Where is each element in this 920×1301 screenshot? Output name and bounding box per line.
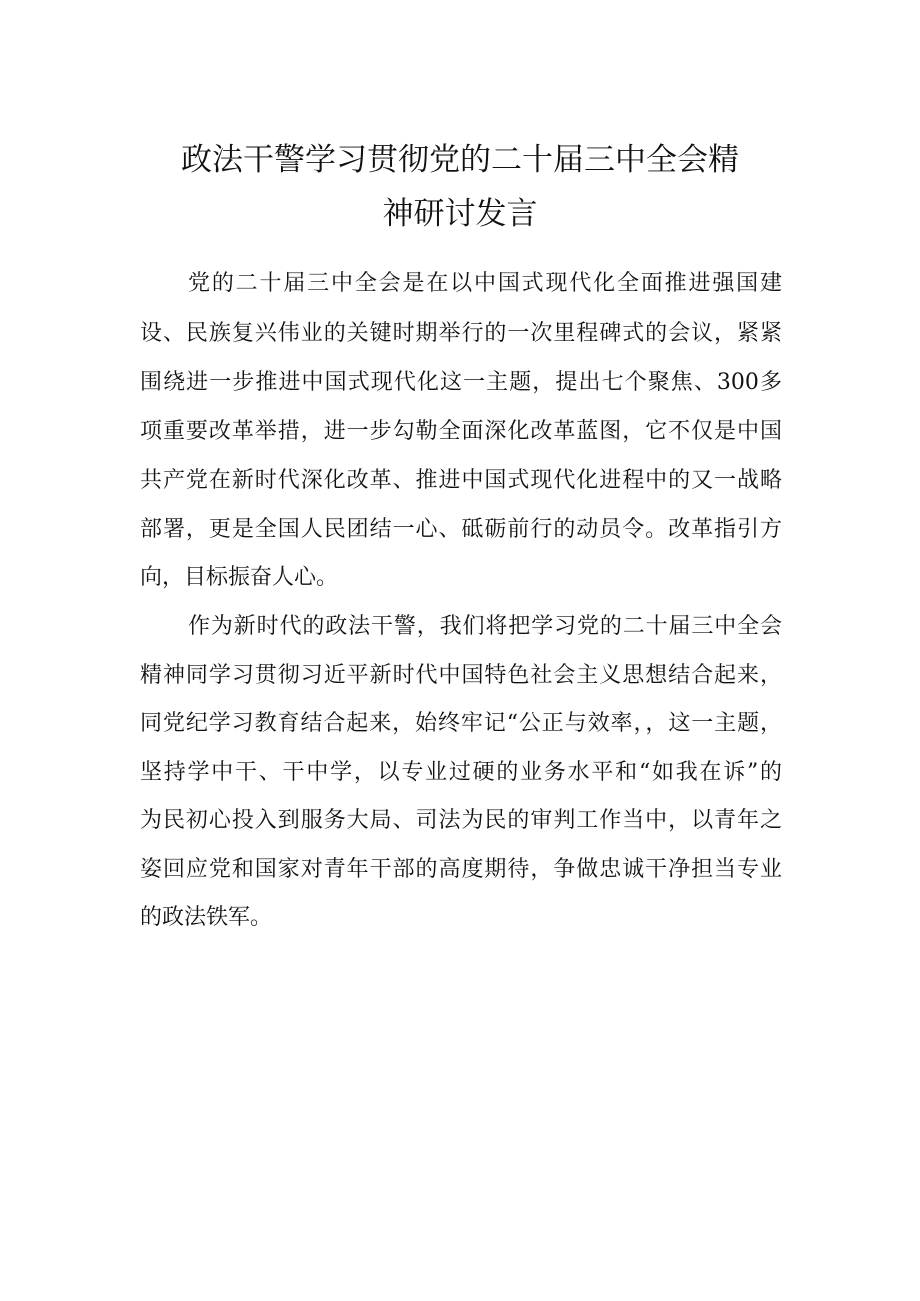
document-title-line-2: 神研讨发言: [382, 196, 538, 232]
paragraph-1-line-2: 设、民族复兴伟业的关键时期举行的一次里程碑式的会议，紧紧: [140, 321, 782, 346]
paragraph-2-line-6: 姿回应党和国家对青年干部的高度期待，争做忠诚干净担当专业: [140, 857, 782, 882]
paragraph-2-line-4: 坚持学中干、干中学，以专业过硬的业务水平和“如我在诉”的: [140, 760, 782, 785]
paragraph-2-line-3: 同党纪学习教育结合起来，始终牢记“公正与效率，，这一主题，: [140, 711, 782, 736]
paragraph-1-line-5: 共产党在新时代深化改革、推进中国式现代化进程中的又一战略: [140, 468, 782, 493]
paragraph-1-line-6: 部署，更是全国人民团结一心、砥砺前行的动员令。改革指引方: [140, 517, 782, 542]
paragraph-2-line-2: 精神同学习贯彻习近平新时代中国特色社会主义思想结合起来，: [140, 663, 782, 688]
paragraph-1-line-4: 项重要改革举措，进一步勾勒全面深化改革蓝图，它不仅是中国: [140, 419, 782, 444]
document-title-line-1: 政法干警学习贯彻党的二十届三中全会精: [181, 142, 739, 178]
paragraph-2-line-7: 的政法铁军。: [140, 905, 273, 930]
paragraph-1-line-7: 向，目标振奋人心。: [140, 565, 339, 590]
paragraph-1-line-1: 党的二十届三中全会是在以中国式现代化全面推进强国建: [188, 271, 782, 296]
paragraph-2-line-5: 为民初心投入到服务大局、司法为民的审判工作当中，以青年之: [140, 808, 782, 833]
paragraph-2-line-1: 作为新时代的政法干警，我们将把学习党的二十届三中全会: [188, 614, 782, 639]
paragraph-1-line-3: 围绕进一步推进中国式现代化这一主题，提出七个聚焦、300多: [140, 370, 782, 395]
